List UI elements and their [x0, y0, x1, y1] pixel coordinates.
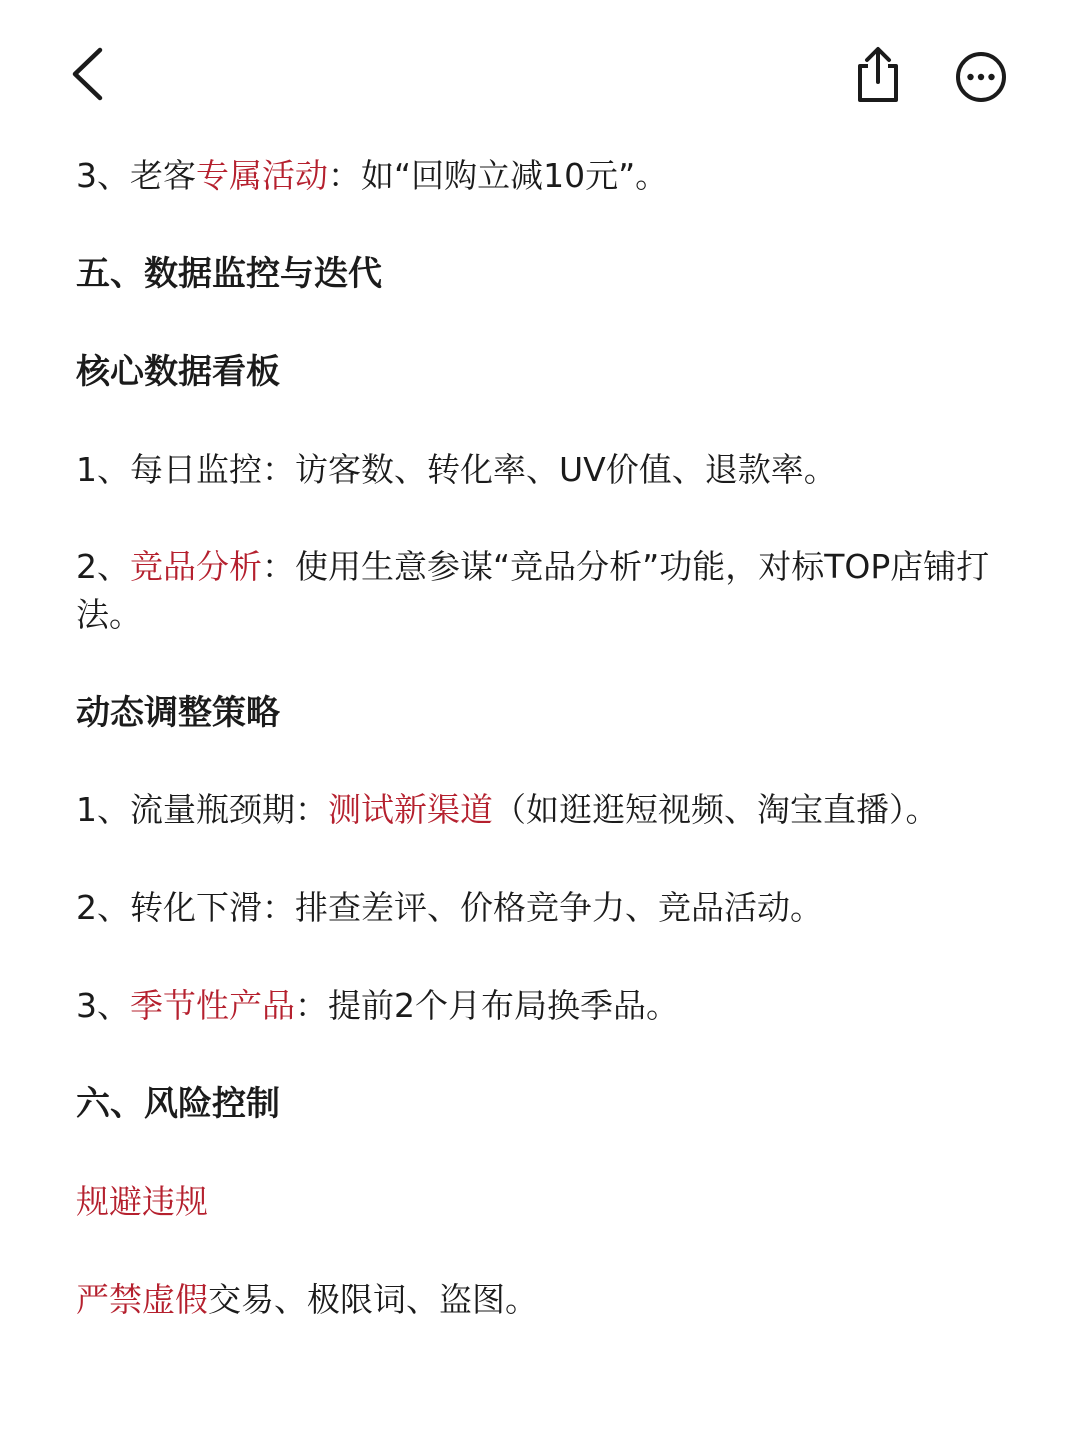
- adjust-item-1: [76, 786, 1016, 834]
- dashboard-subtitle: 核心数据看板: [76, 352, 280, 392]
- adjust-item-3-prefix: 3、: [76, 986, 130, 1025]
- share-button[interactable]: [846, 40, 910, 112]
- violation-subtitle: 规避违规: [76, 1182, 208, 1221]
- adjust-item-1-highlight: 测试新渠道: [328, 790, 493, 829]
- adjust-subtitle: 动态调整策略: [76, 693, 280, 733]
- back-button[interactable]: [60, 40, 120, 110]
- adjust-item-2: 2、转化下滑：排查差评、价格竞争力、竞品活动。: [76, 888, 823, 927]
- old-customer-item-highlight: 专属活动: [196, 156, 328, 195]
- adjust-item-3-suffix: ：提前2个月布局换季品。: [295, 986, 679, 1025]
- adjust-item-3: [76, 982, 1016, 1030]
- dashboard-item-1: 1、每日监控：访客数、转化率、UV价值、退款率。: [76, 450, 837, 489]
- more-button[interactable]: [948, 44, 1014, 110]
- old-customer-item: [76, 152, 1016, 200]
- top-toolbar: [0, 0, 1080, 130]
- dashboard-item-2-prefix: 2、: [76, 547, 130, 586]
- more-horizontal-icon: [948, 44, 1014, 110]
- dashboard-item-2-suffix: ：使用生意参谋“竞品分析”功能，对标TOP店铺打法。: [76, 547, 990, 634]
- old-customer-item-prefix: 3、老客: [76, 156, 196, 195]
- violation-text-highlight: 严禁虚假: [76, 1280, 208, 1319]
- dashboard-item-2: [76, 543, 1016, 639]
- adjust-item-3-highlight: 季节性产品: [130, 986, 295, 1025]
- violation-text: [76, 1276, 1016, 1324]
- old-customer-item-suffix: ：如“回购立减10元”。: [328, 156, 669, 195]
- adjust-item-1-suffix: （如逛逛短视频、淘宝直播）。: [493, 790, 939, 829]
- dashboard-item-2-highlight: 竞品分析: [130, 547, 262, 586]
- section5-title: 五、数据监控与迭代: [76, 254, 382, 294]
- section6-title: 六、风险控制: [76, 1084, 280, 1124]
- adjust-item-1-prefix: 1、流量瓶颈期：: [76, 790, 328, 829]
- violation-text-suffix: 交易、极限词、盗图。: [208, 1280, 538, 1319]
- share-icon: [846, 40, 910, 112]
- chevron-left-icon: [60, 40, 120, 110]
